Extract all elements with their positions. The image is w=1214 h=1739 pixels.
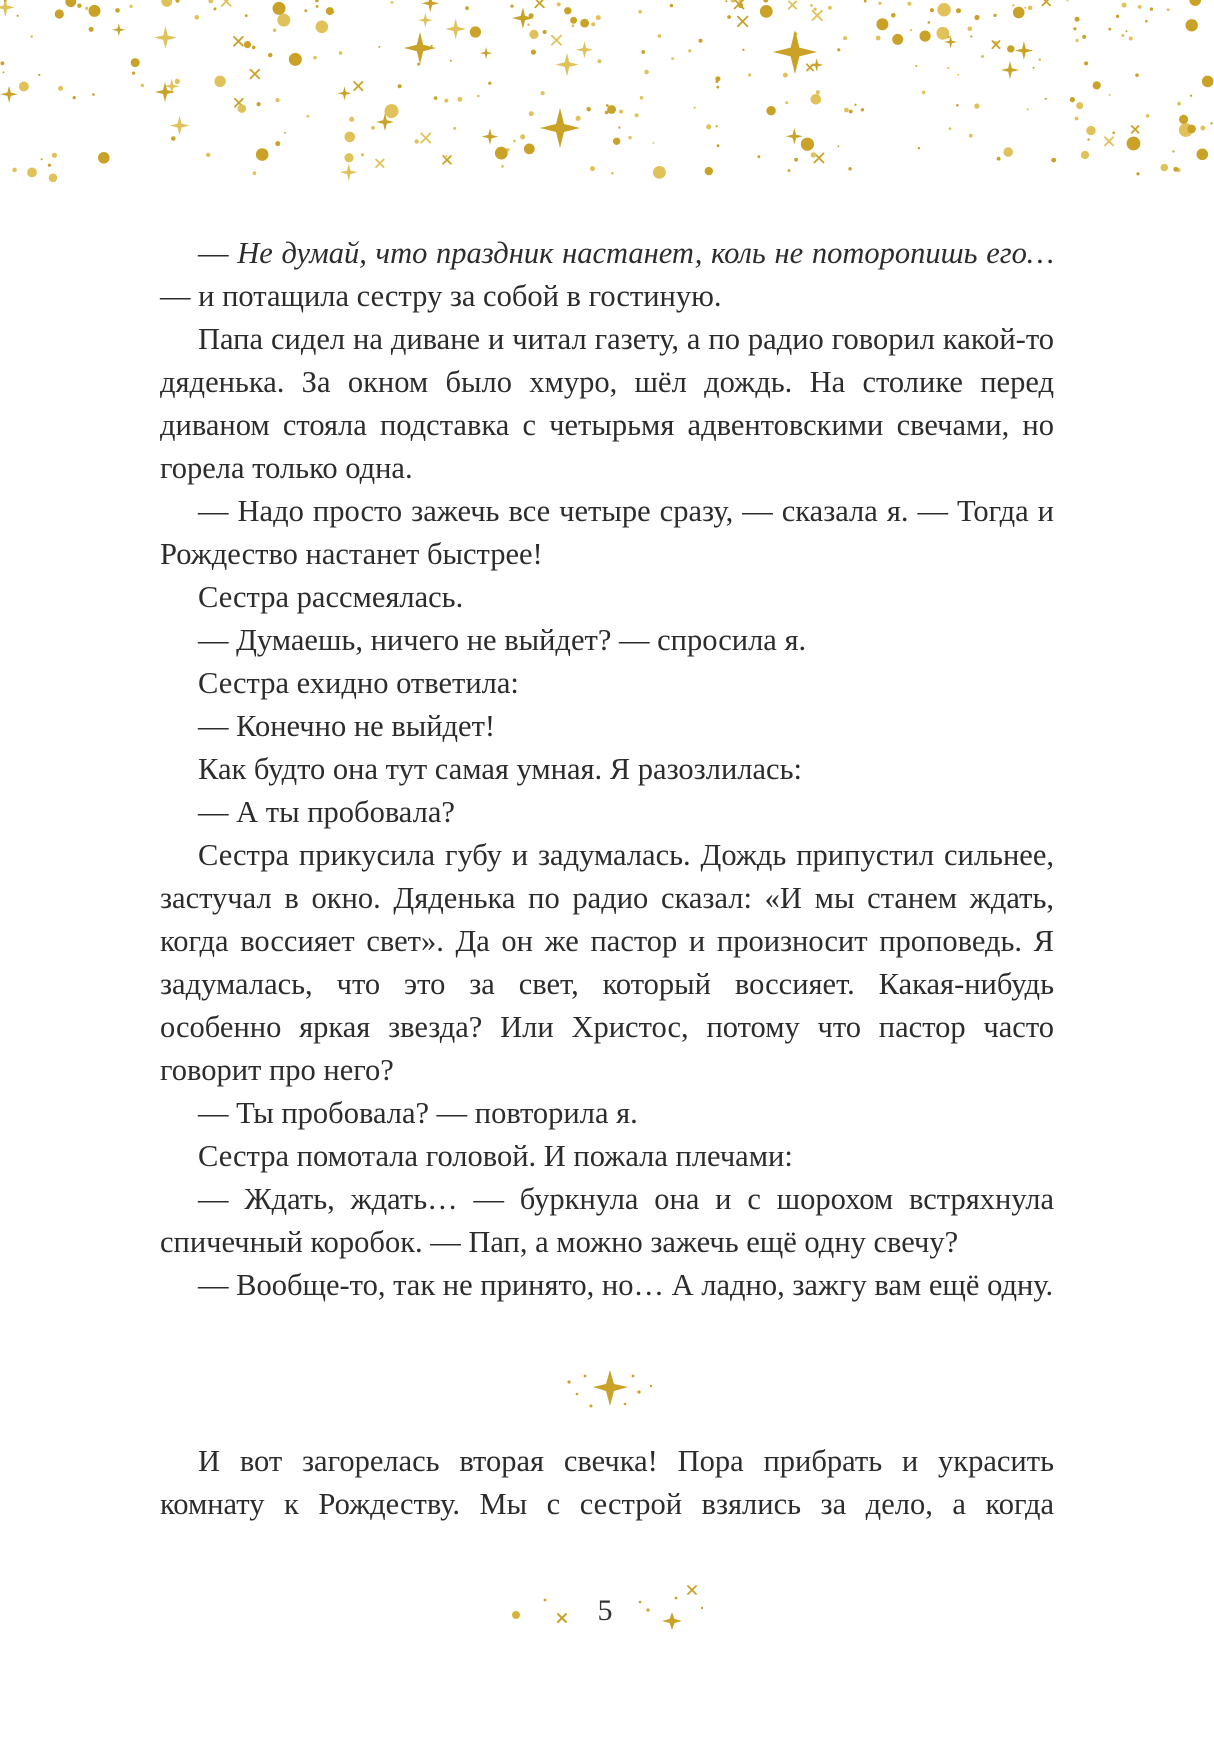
gold-dot-icon: [564, 7, 571, 14]
gold-dot-icon: [1172, 150, 1174, 152]
gold-dot-icon: [619, 110, 623, 114]
gold-dot-icon: [570, 17, 577, 24]
paragraph: — Думаешь, ничего не выйдет? — спросила я.: [198, 623, 807, 657]
page-footer: [490, 1580, 720, 1650]
gold-dot-icon: [58, 86, 63, 91]
gold-dot-icon: [304, 9, 307, 12]
gold-dot-icon: [417, 63, 420, 66]
gold-dot-icon: [974, 15, 979, 20]
paragraph: Сестра помотала головой. И пожала плечами:: [198, 1139, 793, 1173]
cross-sparkle-icon: [354, 82, 362, 90]
gold-dot-icon: [289, 53, 302, 66]
gold-dot-icon: [1, 61, 5, 65]
gold-dot-icon: [587, 107, 591, 111]
cross-sparkle-icon: [376, 160, 384, 168]
gold-dot-icon: [398, 84, 402, 88]
gold-dot-icon: [828, 6, 832, 10]
gold-dot-icon: [1126, 30, 1128, 32]
gold-dot-icon: [214, 7, 217, 10]
gold-dot-icon: [1075, 117, 1079, 121]
gold-dot-icon: [970, 35, 972, 37]
gold-dot-icon: [316, 21, 329, 34]
gold-dot-icon: [48, 164, 51, 167]
gold-star-icon: [418, 13, 432, 28]
gold-dot-icon: [641, 50, 645, 54]
gold-dot-icon: [997, 157, 1001, 161]
continued-text: [160, 1440, 1054, 1526]
gold-dot-icon: [1070, 97, 1075, 102]
gold-dot-icon: [699, 39, 703, 43]
cross-sparkle-icon: [443, 156, 451, 164]
gold-dot-icon: [844, 108, 849, 113]
gold-dot-icon: [332, 11, 334, 13]
gold-dot-icon: [244, 41, 251, 48]
gold-dot-icon: [1161, 164, 1169, 172]
paragraph: И вот загорелась вторая свечка! Пора прибрать и украсить комнату к Рождеству. Мы с сестрой взялись за дело, а когда: [160, 1444, 1054, 1521]
gold-dot-icon: [613, 138, 620, 145]
gold-dot-icon: [974, 103, 979, 108]
gold-dot-icon: [541, 91, 545, 95]
gold-dot-icon: [175, 79, 180, 84]
gold-star-icon: [112, 23, 125, 36]
gold-dot-icon: [838, 145, 840, 147]
gold-dot-icon: [1028, 6, 1033, 11]
gold-dot-icon: [876, 18, 888, 30]
gold-dot-icon: [133, 60, 137, 64]
gold-star-icon: [404, 32, 436, 64]
gold-dot-icon: [766, 106, 775, 115]
gold-dot-icon: [653, 142, 655, 144]
gold-dot-icon: [861, 108, 864, 111]
gold-dot-icon: [907, 2, 911, 6]
separator-star-icon: [555, 1362, 665, 1422]
gold-dot-icon: [1081, 151, 1089, 159]
gold-dot-icon: [1127, 137, 1141, 151]
gold-dot-icon: [848, 167, 851, 170]
gold-dot-icon: [957, 74, 959, 76]
gold-dot-icon: [349, 117, 354, 122]
gold-dot-icon: [1129, 37, 1133, 41]
gold-dot-icon: [1167, 8, 1170, 11]
gold-dot-icon: [214, 76, 225, 87]
gold-star-icon: [480, 47, 492, 59]
gold-dot-icon: [606, 104, 609, 107]
gold-dot-icon: [814, 8, 817, 11]
gold-dot-icon: [38, 74, 40, 76]
gold-dot-icon: [1087, 138, 1089, 140]
gold-dot-icon: [371, 126, 375, 130]
gold-dot-icon: [316, 5, 319, 8]
gold-dot-icon: [1027, 108, 1029, 110]
paragraph: — Конечно не выйдет!: [198, 709, 496, 743]
gold-dot-icon: [915, 65, 917, 67]
gold-star-icon: [154, 26, 177, 49]
gold-dot-icon: [30, 35, 33, 38]
gold-dot-icon: [1187, 125, 1196, 134]
gold-dot-icon: [968, 26, 973, 31]
gold-dot-icon: [171, 136, 176, 141]
gold-dot-icon: [431, 45, 433, 47]
gold-dot-icon: [89, 5, 101, 17]
gold-dot-icon: [611, 172, 614, 175]
gold-dot-icon: [495, 147, 508, 160]
cross-sparkle-icon: [738, 17, 748, 27]
gold-dot-icon: [1084, 61, 1088, 65]
gold-dot-icon: [268, 53, 272, 57]
gold-dot-icon: [918, 147, 920, 149]
gold-dot-icon: [653, 166, 666, 179]
gold-dot-icon: [257, 102, 261, 106]
gold-star-icon: [482, 128, 499, 145]
gold-dot-icon: [591, 22, 595, 26]
gold-dot-icon: [326, 7, 334, 15]
gold-dot-icon: [878, 2, 881, 5]
gold-dot-icon: [529, 30, 538, 39]
gold-dot-icon: [788, 169, 791, 172]
gold-dot-icon: [1082, 35, 1086, 39]
gold-dot-icon: [276, 98, 280, 102]
gold-dot-icon: [161, 0, 172, 7]
gold-dot-icon: [306, 115, 309, 118]
gold-dot-icon: [717, 144, 720, 147]
gold-dot-icon: [1067, 0, 1069, 1]
gold-dot-icon: [1013, 7, 1025, 19]
gold-dot-icon: [607, 105, 616, 114]
gold-dot-icon: [1116, 15, 1119, 18]
gold-dot-icon: [1190, 95, 1192, 97]
gold-dot-icon: [1076, 39, 1079, 42]
gold-dot-icon: [470, 26, 481, 37]
gold-dot-icon: [141, 84, 144, 87]
gold-dot-icon: [378, 46, 380, 48]
gold-dot-icon: [477, 95, 480, 98]
gold-dot-icon: [89, 27, 94, 32]
gold-dot-icon: [252, 46, 256, 50]
gold-dot-icon: [1045, 98, 1047, 100]
cross-sparkle-icon: [222, 0, 231, 6]
gold-dot-icon: [705, 167, 713, 175]
gold-dot-icon: [644, 70, 649, 75]
gold-dot-icon: [208, 0, 213, 3]
paragraph: — Вообще-то, так не принято, но… А ладно, зажгу вам ещё одну.: [198, 1268, 1054, 1302]
gold-dot-icon: [1093, 81, 1101, 89]
gold-dot-icon: [434, 96, 438, 100]
gold-dot-icon: [253, 171, 257, 175]
gold-dot-icon: [55, 9, 64, 18]
gold-dot-icon: [130, 5, 133, 8]
gold-dot-icon: [527, 23, 530, 26]
gold-dot-icon: [77, 3, 81, 7]
gold-dot-icon: [876, 36, 881, 41]
gold-dot-icon: [635, 113, 639, 117]
gold-dot-icon: [658, 34, 662, 38]
gold-dot-icon: [1145, 20, 1148, 23]
gold-dot-icon: [1186, 19, 1198, 31]
gold-dot-icon: [671, 57, 674, 60]
gold-dot-icon: [446, 155, 448, 157]
gold-star-icon: [512, 7, 534, 29]
paragraph: — А ты пробовала?: [198, 795, 455, 829]
gold-dot-icon: [849, 110, 853, 114]
gold-dot-icon: [17, 15, 19, 17]
gold-dot-icon: [458, 97, 463, 102]
gold-dot-icon: [275, 141, 280, 146]
gold-dot-icon: [273, 29, 276, 32]
gold-dot-icon: [391, 1, 394, 4]
gold-dot-icon: [543, 30, 547, 34]
gold-dot-icon: [727, 15, 731, 19]
gold-dot-icon: [1121, 34, 1124, 37]
gold-dot-icon: [52, 153, 57, 158]
gold-dot-icon: [1076, 102, 1083, 109]
gold-dot-icon: [811, 152, 816, 157]
gold-dot-icon: [688, 49, 691, 52]
gold-star-icon: [556, 53, 579, 76]
cross-sparkle-icon: [789, 1, 796, 8]
gold-dot-icon: [1108, 28, 1111, 31]
gold-dot-icon: [41, 158, 43, 160]
gold-dot-icon: [3, 71, 5, 73]
cross-sparkle-icon: [552, 36, 561, 45]
gold-dot-icon: [529, 111, 534, 116]
gold-dot-icon: [956, 104, 959, 107]
gold-dot-icon: [444, 99, 448, 103]
gold-dot-icon: [385, 104, 399, 118]
gold-dot-icon: [49, 174, 58, 183]
gold-dot-icon: [843, 36, 847, 40]
gold-dot-icon: [760, 5, 773, 18]
cross-sparkle-icon: [234, 37, 243, 46]
gold-star-icon: [0, 0, 15, 17]
gold-star-icon: [540, 108, 580, 148]
gold-dot-icon: [1210, 122, 1212, 124]
gold-star-icon: [786, 128, 803, 145]
gold-star-icon: [445, 19, 466, 40]
gold-dot-icon: [725, 0, 727, 2]
gold-dot-icon: [742, 49, 744, 51]
gold-dot-icon: [453, 127, 456, 130]
gold-dot-icon: [1135, 73, 1139, 77]
gold-dot-icon: [947, 67, 949, 69]
gold-dot-icon: [920, 30, 931, 41]
paragraph: Сестра ехидно ответила:: [198, 666, 519, 700]
gold-dot-icon: [1177, 102, 1181, 106]
gold-dot-icon: [345, 132, 356, 143]
paragraph: Папа сидел на диване и читал газету, а по радио говорил какой-то дяденька. За окном было хмуро, шёл дождь. На столике перед диваном стояла подставка с четырьмя адвентовскими свечами, но горела только одна.: [160, 322, 1054, 485]
gold-dot-icon: [716, 125, 718, 127]
gold-dot-icon: [837, 48, 840, 51]
gold-dot-icon: [465, 6, 469, 10]
gold-dot-icon: [206, 153, 210, 157]
gold-dot-icon: [802, 142, 806, 146]
gold-dot-icon: [1150, 7, 1153, 10]
gold-star-icon: [1001, 61, 1019, 79]
gold-dot-icon: [313, 56, 317, 60]
main-text: [160, 232, 1054, 1307]
gold-dot-icon: [557, 2, 561, 6]
gold-dot-icon: [27, 168, 37, 178]
gold-dot-icon: [524, 144, 535, 155]
gold-dot-icon: [1146, 114, 1150, 118]
gold-dot-icon: [580, 19, 589, 28]
cross-sparkle-icon: [421, 133, 430, 142]
gold-dot-icon: [344, 153, 353, 162]
gold-dot-icon: [576, 116, 581, 121]
paragraph: — Надо просто зажечь все четыре сразу, — сказала я. — Тогда и Рождество настанет быстрее!: [160, 494, 1054, 571]
gold-dot-icon: [758, 155, 761, 158]
gold-dot-icon: [706, 124, 711, 129]
gold-dot-icon: [716, 86, 719, 89]
gold-dot-icon: [949, 127, 952, 130]
gold-dot-icon: [640, 96, 644, 100]
cross-sparkle-icon: [1105, 137, 1113, 145]
gold-dot-icon: [590, 166, 595, 171]
gold-dot-icon: [238, 104, 247, 113]
gold-dot-icon: [1033, 67, 1035, 69]
gold-dot-icon: [1109, 94, 1111, 96]
gold-dot-icon: [115, 8, 120, 13]
gold-star-icon: [1015, 41, 1033, 60]
gold-dot-icon: [19, 82, 29, 92]
gold-dot-icon: [628, 136, 631, 139]
gold-dot-icon: [1202, 76, 1214, 88]
paragraph: — Ждать, ждать… — буркнула она и с шорохом встряхнула спичечный коробок. — Пап, а можно зажечь ещё одну свечу?: [160, 1182, 1054, 1259]
gold-star-icon: [1, 86, 18, 103]
gold-dot-icon: [715, 76, 720, 81]
gold-dot-icon: [638, 10, 642, 14]
gold-dot-icon: [520, 134, 525, 139]
gold-dot-icon: [1073, 27, 1076, 30]
gold-dot-icon: [910, 29, 912, 31]
gold-dot-icon: [339, 51, 343, 55]
gold-dot-icon: [1136, 172, 1139, 175]
gold-dot-icon: [892, 34, 903, 45]
gold-dot-icon: [65, 0, 76, 7]
gold-dot-icon: [1012, 4, 1014, 6]
paragraph: Как будто она тут самая умная. Я разозлилась:: [198, 752, 802, 786]
gold-dot-icon: [930, 8, 934, 12]
gold-dot-icon: [937, 3, 950, 16]
gold-dot-icon: [1122, 3, 1127, 8]
gold-dot-icon: [1024, 7, 1026, 9]
paragraph: Сестра прикусила губу и задумалась. Дождь припустил сильнее, застучал в окно. Дяденька по радио сказал: «И мы станем ждать, когда воссияет свет». Да он же пастор и произносит проповедь. Я задумалась, что это за свет, который воссияет. Какая-нибудь особенно яркая звезда? Или Христос, потому что пастор часто говорит про него?: [160, 838, 1054, 1087]
gold-dot-icon: [1003, 147, 1013, 157]
gold-dot-icon: [282, 20, 287, 25]
cross-sparkle-icon: [250, 70, 259, 79]
gold-dot-icon: [1197, 149, 1209, 161]
gold-star-icon: [422, 0, 440, 12]
gold-dot-icon: [937, 27, 950, 40]
page-number: 5: [597, 1594, 613, 1627]
gold-dot-icon: [811, 94, 822, 105]
gold-dot-icon: [864, 0, 867, 3]
gold-dot-icon: [928, 21, 931, 24]
gold-dot-icon: [1075, 17, 1080, 22]
gold-dot-icon: [816, 90, 820, 94]
gold-dot-icon: [1179, 115, 1188, 124]
gold-dot-icon: [1189, 0, 1201, 6]
paragraph: Сестра рассмеялась.: [198, 580, 464, 614]
gold-dot-icon: [1086, 126, 1095, 135]
gold-dot-icon: [1007, 45, 1014, 52]
gold-dot-icon: [942, 7, 945, 10]
gold-star-icon: [170, 116, 190, 136]
paragraph: — Не думай, что праздник настанет, коль не поторопишь его… — и потащила сестру за собой в гостиную.: [160, 236, 1055, 313]
gold-dot-icon: [956, 8, 961, 13]
gold-dot-icon: [315, 0, 318, 2]
gold-dot-icon: [415, 139, 419, 143]
cross-sparkle-icon: [813, 11, 822, 20]
gold-dot-icon: [510, 5, 513, 8]
cross-sparkle-icon: [1132, 126, 1139, 133]
gold-dot-icon: [854, 104, 856, 106]
gold-dot-icon: [1200, 126, 1205, 131]
gold-star-icon: [340, 164, 357, 181]
gold-dot-icon: [670, 4, 673, 7]
gold-dot-icon: [994, 14, 997, 17]
gold-dot-icon: [4, 0, 7, 2]
gold-dot-icon: [92, 93, 95, 96]
gold-dot-icon: [361, 153, 364, 156]
gold-dot-icon: [572, 24, 575, 27]
gold-dot-icon: [922, 91, 926, 95]
gold-dot-icon: [1112, 132, 1115, 135]
cross-sparkle-icon: [535, 0, 544, 7]
gold-dot-icon: [1138, 5, 1142, 9]
gold-dot-icon: [763, 0, 768, 3]
gold-dot-icon: [618, 127, 620, 129]
gold-dot-icon: [596, 15, 601, 20]
gold-dot-icon: [605, 111, 609, 115]
gold-dot-icon: [785, 101, 788, 104]
gold-dot-icon: [450, 60, 452, 62]
gold-dot-icon: [12, 168, 17, 173]
gold-dot-icon: [981, 55, 984, 58]
gold-dot-icon: [98, 152, 110, 164]
gold-star-icon: [338, 86, 352, 100]
gold-dot-icon: [175, 0, 179, 3]
gold-star-icon: [576, 41, 593, 58]
gold-dot-icon: [794, 158, 798, 162]
gold-dot-icon: [597, 59, 601, 63]
gold-dot-icon: [531, 50, 536, 55]
gold-star-confetti: [0, 0, 1214, 190]
gold-dot-icon: [969, 134, 973, 138]
gold-dot-icon: [73, 96, 76, 99]
paragraph: — Ты пробовала? — повторила я.: [198, 1096, 638, 1130]
gold-dot-icon: [748, 73, 751, 76]
gold-dot-icon: [132, 72, 135, 75]
gold-dot-icon: [85, 7, 88, 10]
gold-dot-icon: [513, 140, 516, 143]
gold-dot-icon: [1173, 167, 1178, 172]
gold-dot-icon: [694, 107, 696, 109]
gold-dot-icon: [256, 148, 269, 161]
cross-sparkle-icon: [1042, 0, 1050, 5]
gold-dot-icon: [783, 73, 788, 78]
gold-dot-icon: [273, 2, 286, 15]
gold-dot-icon: [245, 14, 248, 17]
gold-dot-icon: [501, 165, 504, 168]
gold-dot-icon: [1038, 58, 1041, 61]
gold-dot-icon: [195, 15, 200, 20]
gold-dot-icon: [891, 13, 896, 18]
gold-dot-icon: [810, 4, 813, 7]
gold-dot-icon: [284, 132, 286, 134]
gold-dot-icon: [488, 82, 491, 85]
gold-dot-icon: [1051, 158, 1056, 163]
